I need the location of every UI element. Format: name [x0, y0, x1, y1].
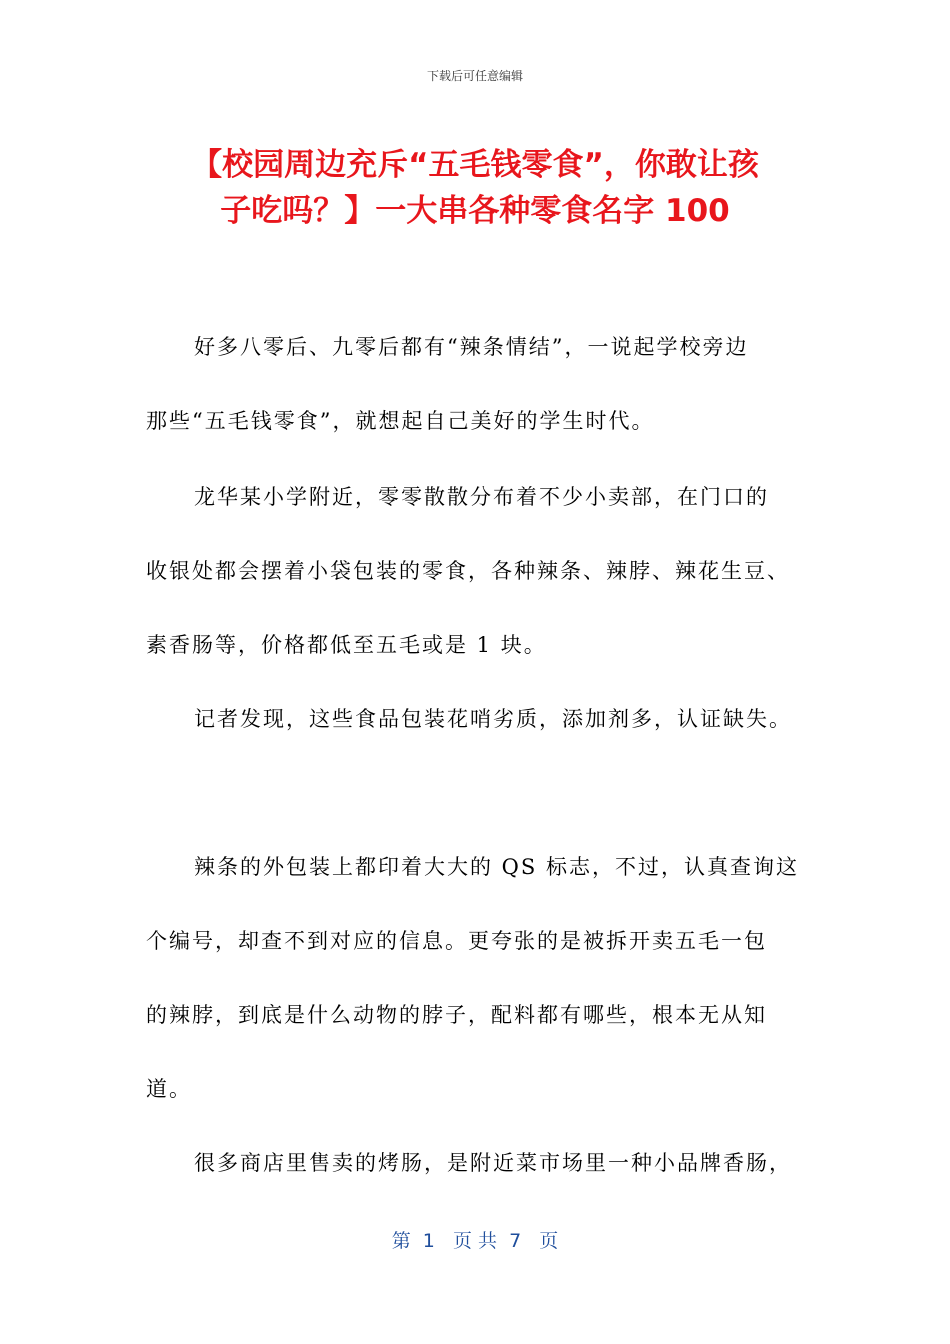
paragraph-2 — [146, 460, 806, 682]
paragraph-line: 龙华某小学附近，零零散散分布着不少小卖部，在门口的 — [194, 485, 769, 509]
paragraph-line: 那些“五毛钱零食”，就想起自己美好的学生时代。 — [146, 409, 655, 433]
paragraph-line: 辣条的外包装上都印着大大的 QS 标志，不过，认真查询这 — [194, 855, 799, 879]
paragraph-4 — [146, 830, 806, 1126]
paragraph-line: 收银处都会摆着小袋包装的零食，各种辣条、辣脖、辣花生豆、 — [146, 559, 790, 583]
paragraph-line: 的辣脖，到底是什么动物的脖子，配料都有哪些，根本无从知 — [146, 1003, 767, 1027]
paragraph-line: 道。 — [146, 1077, 192, 1101]
paragraph-1 — [146, 310, 806, 458]
page-footer: 第 1 页 共 7 页 — [391, 1230, 559, 1252]
header-note: 下载后可任意编辑 — [426, 69, 523, 83]
paragraph-5 — [146, 1126, 806, 1200]
document-title — [140, 142, 810, 234]
paragraph-3 — [146, 682, 806, 756]
paragraph-line: 记者发现，这些食品包装花哨劣质，添加剂多，认证缺失。 — [194, 707, 792, 731]
title-line-2: 子吃吗？】一大串各种零食名字 100 — [220, 193, 730, 229]
paragraph-line: 素香肠等，价格都低至五毛或是 1 块。 — [146, 633, 547, 657]
title-line-1: 【校园周边充斥“五毛钱零食”，你敢让孩 — [191, 147, 759, 183]
paragraph-line: 好多八零后、九零后都有“辣条情结”，一说起学校旁边 — [194, 335, 749, 359]
paragraph-line: 很多商店里售卖的烤肠，是附近菜市场里一种小品牌香肠， — [194, 1151, 792, 1175]
paragraph-line: 个编号，却查不到对应的信息。更夸张的是被拆开卖五毛一包 — [146, 929, 767, 953]
